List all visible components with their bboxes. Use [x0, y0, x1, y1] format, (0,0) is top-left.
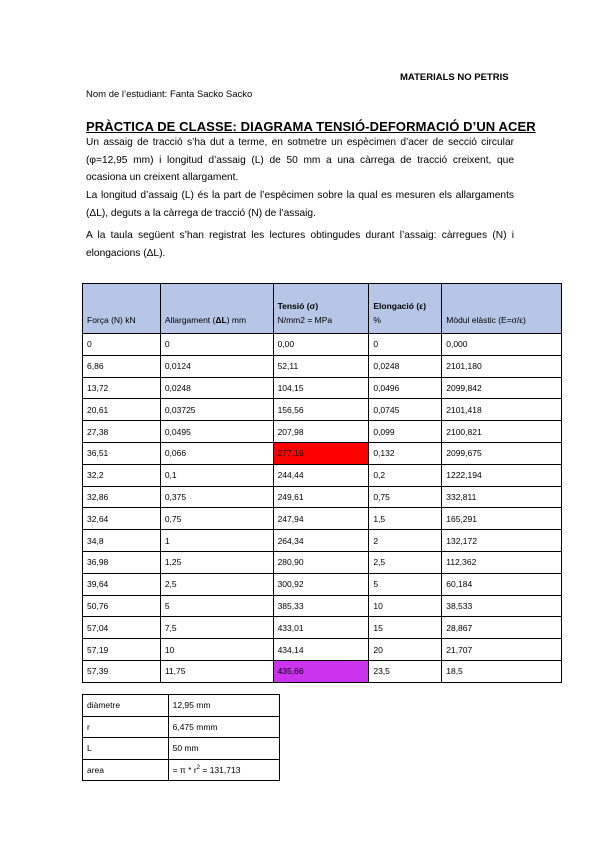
header-strain: Elongació (ε) % [369, 284, 442, 334]
stress-strain-table [82, 283, 562, 683]
table-row [83, 508, 562, 530]
dim-label: r [83, 716, 169, 738]
cell-modulus: 1222,194 [442, 464, 562, 486]
cell-strain: 1,5 [369, 508, 442, 530]
cell-elongation: 0,0124 [160, 355, 273, 377]
cell-strain: 15 [369, 617, 442, 639]
table-header-row [83, 284, 562, 334]
table-row [83, 464, 562, 486]
cell-elongation: 10 [160, 639, 273, 661]
cell-modulus: 2099,842 [442, 377, 562, 399]
table-row [83, 617, 562, 639]
student-name: Nom de l’estudiant: Fanta Sacko Sacko [86, 89, 253, 100]
dim-value: 12,95 mm [168, 695, 279, 717]
dim-value: = $\pi * r^2 = 131,713$ [168, 759, 279, 781]
cell-stress-yield: 277,16 [273, 442, 369, 464]
cell-stress: 434,14 [273, 639, 369, 661]
cell-force: 57,39 [83, 660, 161, 682]
cell-modulus: 21,707 [442, 639, 562, 661]
table-row [83, 486, 562, 508]
cell-modulus: 2100,821 [442, 421, 562, 443]
cell-force: 36,98 [83, 551, 161, 573]
cell-stress: 156,56 [273, 399, 369, 421]
cell-elongation: 1 [160, 530, 273, 552]
table-row [83, 530, 562, 552]
course-heading: MATERIALS NO PETRIS [400, 72, 509, 83]
cell-modulus: 0,000 [442, 334, 562, 356]
table-intro-paragraph: A la taula següent s’han registrat les lectures obtingudes durant l’assaig: càrregues (N) i elongacions (ΔL). [86, 230, 514, 259]
cell-stress: 264,34 [273, 530, 369, 552]
cell-elongation: 0,75 [160, 508, 273, 530]
cell-elongation: 0,375 [160, 486, 273, 508]
cell-force: 20,61 [83, 399, 161, 421]
cell-modulus: 18,5 [442, 660, 562, 682]
cell-strain: 10 [369, 595, 442, 617]
cell-modulus: 332,811 [442, 486, 562, 508]
cell-force: 50,76 [83, 595, 161, 617]
cell-stress: 244,44 [273, 464, 369, 486]
cell-stress: 0,00 [273, 334, 369, 356]
cell-strain: 5 [369, 573, 442, 595]
cell-modulus: 132,172 [442, 530, 562, 552]
cell-force: 27,38 [83, 421, 161, 443]
cell-strain: 20 [369, 639, 442, 661]
intro-paragraph: Un assaig de tracció s’ha dut a terme, en sotmetre un espècimen d’acer de secció circular (φ=12,95 mm) i longitud d’assaig (L) de 50 mm a una càrrega de tracció creixent, que ocasiona un creixent allargament. [86, 137, 514, 183]
cell-force: 57,19 [83, 639, 161, 661]
table-row [83, 759, 280, 781]
table-row [83, 377, 562, 399]
cell-stress: 104,15 [273, 377, 369, 399]
table-row [83, 660, 562, 682]
cell-modulus: 2099,675 [442, 442, 562, 464]
specimen-dimensions-table [82, 694, 280, 781]
table-row [83, 334, 562, 356]
cell-elongation: 7,5 [160, 617, 273, 639]
header-elongation: Allargament (ΔL) mm [160, 284, 273, 334]
cell-stress: 385,33 [273, 595, 369, 617]
table-row [83, 595, 562, 617]
cell-modulus: 165,291 [442, 508, 562, 530]
cell-modulus: 60,184 [442, 573, 562, 595]
cell-stress: 300,92 [273, 573, 369, 595]
table-row [83, 399, 562, 421]
cell-stress: 207,98 [273, 421, 369, 443]
table-row [83, 442, 562, 464]
cell-elongation: 0,066 [160, 442, 273, 464]
cell-elongation: 2,5 [160, 573, 273, 595]
cell-elongation: 0,03725 [160, 399, 273, 421]
cell-force: 34,8 [83, 530, 161, 552]
cell-stress-max: 435,66 [273, 660, 369, 682]
dim-label: L [83, 738, 169, 760]
cell-elongation: 0,0248 [160, 377, 273, 399]
cell-elongation: 0,1 [160, 464, 273, 486]
cell-elongation: 0 [160, 334, 273, 356]
cell-strain: 0,099 [369, 421, 442, 443]
table-row [83, 551, 562, 573]
cell-strain: 23,5 [369, 660, 442, 682]
cell-modulus: 2101,418 [442, 399, 562, 421]
table-row [83, 695, 280, 717]
table-row [83, 421, 562, 443]
dim-value: 6,475 mmm [168, 716, 279, 738]
cell-force: 32,2 [83, 464, 161, 486]
cell-strain: 2 [369, 530, 442, 552]
dim-value: 50 mm [168, 738, 279, 760]
header-force: Força (N) kN [83, 284, 161, 334]
cell-force: 0 [83, 334, 161, 356]
cell-modulus: 28,867 [442, 617, 562, 639]
cell-force: 32,86 [83, 486, 161, 508]
cell-strain: 0,2 [369, 464, 442, 486]
cell-force: 32,64 [83, 508, 161, 530]
cell-modulus: 2101,180 [442, 355, 562, 377]
cell-strain: 0,0745 [369, 399, 442, 421]
cell-modulus: 38,533 [442, 595, 562, 617]
cell-strain: 2,5 [369, 551, 442, 573]
cell-strain: 0,0496 [369, 377, 442, 399]
cell-elongation: 5 [160, 595, 273, 617]
table-row [83, 639, 562, 661]
cell-force: 13,72 [83, 377, 161, 399]
header-stress: Tensió (σ) N/mm2 = MPa [273, 284, 369, 334]
table-row [83, 716, 280, 738]
cell-force: 57,04 [83, 617, 161, 639]
cell-stress: 249,61 [273, 486, 369, 508]
dim-label: area [83, 759, 169, 781]
cell-elongation: 11,75 [160, 660, 273, 682]
cell-strain: 0 [369, 334, 442, 356]
cell-force: 36,51 [83, 442, 161, 464]
cell-modulus: 112,362 [442, 551, 562, 573]
cell-force: 6,86 [83, 355, 161, 377]
table-row [83, 355, 562, 377]
cell-strain: 0,132 [369, 442, 442, 464]
page-title: PRÀCTICA DE CLASSE: DIAGRAMA TENSIÓ-DEFORMACIÓ D’UN ACER [86, 119, 536, 134]
table-row [83, 738, 280, 760]
cell-stress: 433,01 [273, 617, 369, 639]
cell-strain: 0,75 [369, 486, 442, 508]
header-modulus: Mòdul elàstic (E=σ/ε) [442, 284, 562, 334]
cell-stress: 280,90 [273, 551, 369, 573]
dim-label: diàmetre [83, 695, 169, 717]
cell-stress: 247,94 [273, 508, 369, 530]
cell-elongation: 0,0495 [160, 421, 273, 443]
cell-stress: 52,11 [273, 355, 369, 377]
gauge-length-paragraph: La longitud d’assaig (L) és la part de l’espècimen sobre la qual es mesuren els allargaments (ΔL), deguts a la càrrega de tracció (N) de l’assaig. [86, 190, 514, 219]
cell-strain: 0,0248 [369, 355, 442, 377]
cell-force: 39,64 [83, 573, 161, 595]
cell-elongation: 1,25 [160, 551, 273, 573]
table-row [83, 573, 562, 595]
